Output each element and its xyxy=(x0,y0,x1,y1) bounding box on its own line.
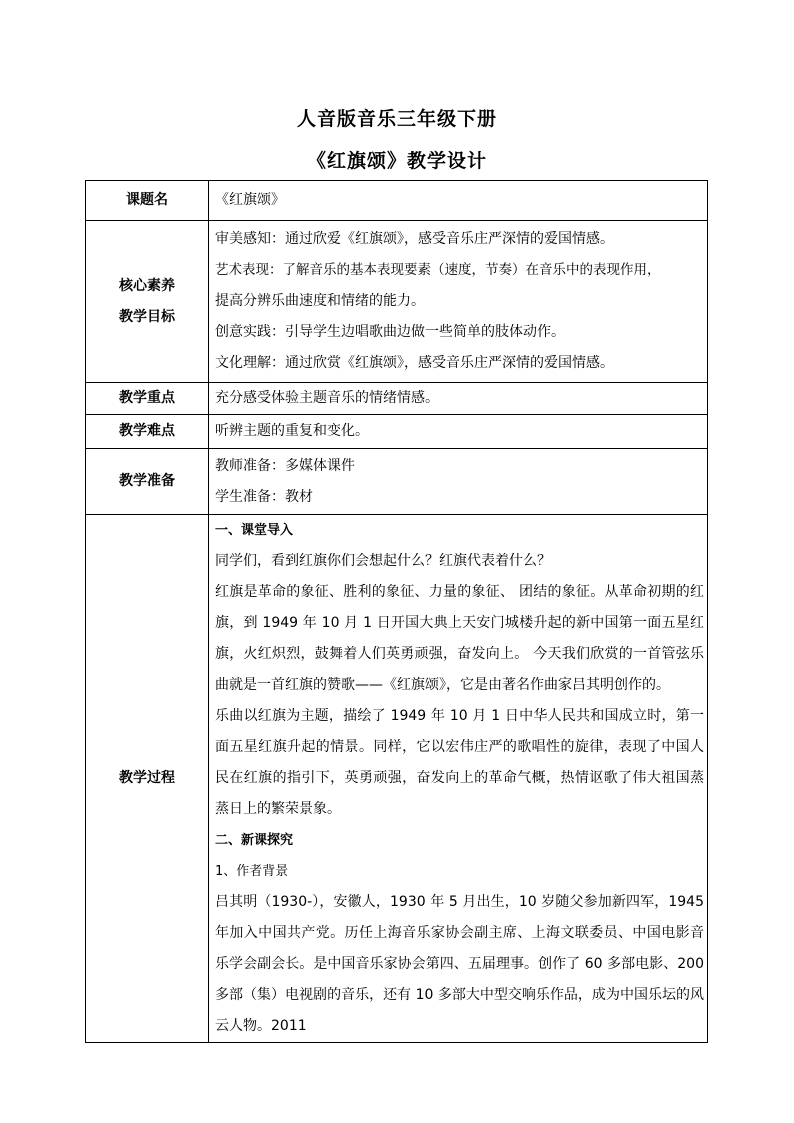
section-explore-title: 二、新课探究 xyxy=(215,833,294,848)
preparation-content xyxy=(209,449,708,515)
table-row-key-points xyxy=(86,383,708,415)
difficulties-value: 听辨主题的重复和变化。 xyxy=(209,415,708,449)
goals-label xyxy=(86,221,209,383)
document-subtitle: 《红旗颂》教学设计 xyxy=(306,150,487,172)
topic-value: 《红旗颂》 xyxy=(209,181,708,221)
topic-label: 课题名 xyxy=(86,181,209,221)
section-explore-paragraph-1: 吕其明（1930-），安徽人，1930 年 5 月出生，10 岁随父参加新四军，1945 年加入中国共产党。历任上海音乐家协会副主席、上海文联委员、中国电影音乐学会副会长。是中国音乐家协会第四、五届理事。创作了 60 多部电影、200 多部（集）电视剧的音乐，还有 10 多部大中型交响乐作品，成为中国乐坛的风云人物。2011 xyxy=(215,894,704,1034)
goal-aesthetic: 审美感知：通过欣爱《红旗颂》，感受音乐庄严深情的爱国情感。 xyxy=(215,231,614,247)
goals-label-line2: 教学目标 xyxy=(119,308,175,325)
goal-culture: 文化理解：通过欣赏《红旗颂》，感受音乐庄严深情的爱国情感。 xyxy=(215,355,614,371)
document-title: 人音版音乐三年级下册 xyxy=(296,108,497,130)
key-points-value: 充分感受体验主题音乐的情绪情感。 xyxy=(209,383,708,415)
goal-expression: 艺术表现：了解音乐的基本表现要素（速度，节奏）在音乐中的表现作用， xyxy=(215,262,661,278)
table-row-goals xyxy=(86,221,708,383)
process-content xyxy=(209,515,708,1043)
table-row-difficulties xyxy=(86,415,708,449)
student-preparation: 学生准备：教材 xyxy=(215,488,313,505)
section-intro-paragraph-1: 红旗是革命的象征、胜利的象征、力量的象征、 团结的象征。从革命初期的红旗，到 1949 年 10 月 1 日开国大典上天安门城楼升起的新中国第一面五星红旗，火红炽烈，鼓舞着人们英勇顽强，奋发向上。 今天我们欣赏的一首管弦乐曲就是一首红旗的赞歌——《红旗颂》，它是由著名作曲家吕其明创作的。 xyxy=(215,584,704,693)
goals-label-line1: 核心素养 xyxy=(119,277,175,294)
lesson-plan-table xyxy=(85,180,708,1043)
section-intro-paragraph-2: 乐曲以红旗为主题，描绘了 1949 年 10 月 1 日中华人民共和国成立时，第一面五星红旗升起的情景。同样，它以宏伟庄严的歌唱性的旋律，表现了中国人民在红旗的指引下，英勇顽强，奋发向上的革命气概，热情讴歌了伟大祖国蒸蒸日上的繁荣景象。 xyxy=(215,708,704,817)
section-explore-subtitle: 1、作者背景 xyxy=(215,864,289,879)
difficulties-label: 教学难点 xyxy=(86,415,209,449)
goal-creative: 创意实践：引导学生边唱歌曲边做一些简单的肢体动作。 xyxy=(215,324,565,340)
section-intro-question: 同学们，看到红旗你们会想起什么？红旗代表着什么？ xyxy=(215,553,551,569)
table-row-preparation xyxy=(86,449,708,515)
goals-content xyxy=(209,221,708,383)
preparation-label: 教学准备 xyxy=(86,449,209,515)
process-label: 教学过程 xyxy=(86,515,209,1043)
table-row-topic xyxy=(86,181,708,221)
section-intro-title: 一、课堂导入 xyxy=(215,523,294,538)
key-points-label: 教学重点 xyxy=(86,383,209,415)
goal-expression-cont: 提高分辨乐曲速度和情绪的能力。 xyxy=(215,293,425,309)
table-row-process xyxy=(86,515,708,1043)
teacher-preparation: 教师准备：多媒体课件 xyxy=(215,457,355,474)
